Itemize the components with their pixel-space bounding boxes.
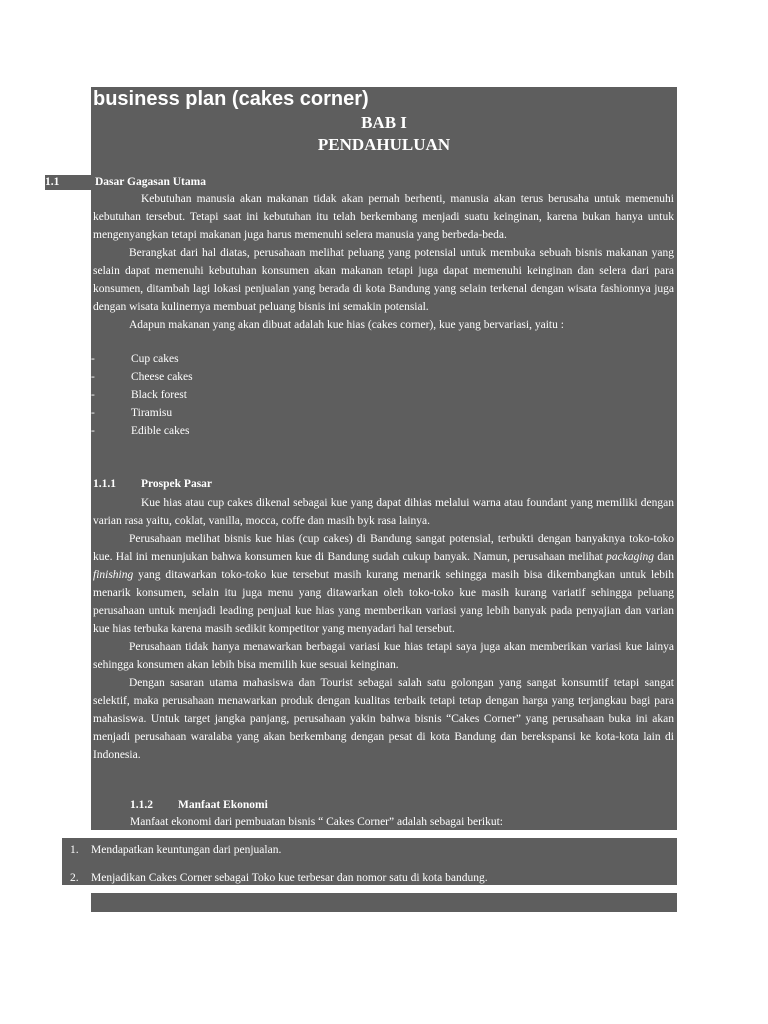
document-title: business plan (cakes corner)	[93, 88, 369, 110]
chapter-title: PENDAHULUAN	[317, 135, 451, 154]
section-title: Dasar Gagasan Utama	[95, 176, 206, 188]
list-item-label: Tiramisu	[131, 407, 173, 419]
subsection-title: Manfaat Ekonomi	[178, 799, 268, 811]
list-item	[91, 386, 193, 404]
list-marker: -	[91, 407, 95, 419]
footer-bar	[91, 893, 677, 912]
list-marker: -	[91, 389, 95, 401]
paragraph: Perusahaan melihat bisnis kue hias (cup cakes) di Bandung sangat potensial, terbukti dengan banyaknya toko-toko kue. Hal ini menunjukan bahwa konsumen kue di Bandung sudah cukup banyak. Namun, perusahaan melihat packaging dan finishing yang ditawarkan toko-toko kue tersebut masih kurang menarik sehingga masih bisa dikembangkan untuk lebih menarik konsumen, selain itu juga menu yang ditawarkan oleh toko-toko kue masih kurang variatif sehingga peluang perusahaan untuk menjadi leading penjual kue hias yang memberikan variasi yang lebih banyak pada penyajian dan varian kue hias terbuka karena masih sedikit kompetitor yang menyadari hal tersebut.	[93, 533, 674, 635]
numbered-item	[70, 843, 281, 858]
item-number: 2.	[70, 872, 79, 884]
paragraph: Kebutuhan manusia akan makanan tidak akan pernah berhenti, manusia akan terus berusaha untuk memenuhi kebutuhan tersebut. Tetapi saat ini kebutuhan itu telah berkembang menjadi suatu keinginan, karena bukan hanya untuk mengenyangkan tetapi makanan juga harus memenuhi selera manusia yang berbeda-beda.	[93, 193, 674, 241]
paragraph: Kue hias atau cup cakes dikenal sebagai kue yang dapat dihias melalui warna atau foundant yang memiliki dengan varian rasa yaitu, coklat, vanilla, mocca, coffe dan masih byk rasa lainya.	[93, 497, 674, 527]
subsection-heading-1-1-1	[93, 477, 212, 492]
paragraph: Berangkat dari hal diatas, perusahaan melihat peluang yang potensial untuk membuka sebuah bisnis makanan yang selain dapat memenuhi kebutuhan konsumen akan makanan tetapi juga dapat memenuhi keinginan dan selera dari para konsumen, ditambah lagi lokasi penjualan yang berada di kota Bandung yang selain terkenal dengan wisata fashionnya juga dengan wisata kulinernya membuat peluang bisnis ini semakin potensial.	[93, 247, 674, 313]
list-item	[91, 422, 193, 440]
list-item-label: Black forest	[131, 389, 187, 401]
section-1-1-body	[93, 190, 674, 334]
paragraph: Dengan sasaran utama mahasiswa dan Tourist sebagai salah satu golongan yang sangat konsumtif tetapi sangat selektif, maka perusahaan menawarkan produk dengan kualitas terbaik tetapi tetap dengan harga yang terjangkau bagi para mahasiswa. Untuk target jangka panjang, perusahaan yakin bahwa bisnis “Cakes Corner” yang perusahaan buka ini akan menjadi perusahaan waralaba yang akan berkembang dengan pesat di kota Bandung dan berekspansi ke kota-kota lain di Indonesia.	[93, 677, 674, 761]
subsection-number: 1.1.1	[93, 478, 116, 490]
list-marker: -	[91, 425, 95, 437]
section-1-1-1-body	[93, 494, 674, 764]
list-item-label: Cup cakes	[131, 353, 179, 365]
subsection-title: Prospek Pasar	[141, 478, 213, 490]
list-item-label: Edible cakes	[131, 425, 190, 437]
list-item	[91, 368, 193, 386]
item-number: 1.	[70, 844, 79, 856]
section-number: 1.1	[45, 176, 60, 188]
item-text: Menjadikan Cakes Corner sebagai Toko kue terbesar dan nomor satu di kota bandung.	[91, 872, 488, 884]
subsection-heading-1-1-2	[130, 798, 268, 813]
item-text: Mendapatkan keuntungan dari penjualan.	[91, 844, 282, 856]
paragraph: Perusahaan tidak hanya menawarkan berbagai variasi kue hias tetapi saya juga akan memberikan variasi kue lainya sehingga konsumen akan lebih bisa memilih kue sesuai keinginan.	[93, 641, 674, 671]
list-item-label: Cheese cakes	[131, 371, 193, 383]
manfaat-intro: Manfaat ekonomi dari pembuatan bisnis “ Cakes Corner” adalah sebagai berikut:	[130, 816, 503, 828]
list-marker: -	[91, 371, 95, 383]
list-item	[91, 404, 193, 422]
list-marker: -	[91, 353, 95, 365]
numbered-item	[70, 871, 488, 886]
paragraph: Adapun makanan yang akan dibuat adalah kue hias (cakes corner), kue yang bervariasi, yaitu :	[129, 319, 564, 331]
chapter-heading: BAB I	[361, 113, 407, 132]
list-item	[91, 350, 193, 368]
subsection-number: 1.1.2	[130, 799, 153, 811]
section-heading-1-1	[45, 175, 210, 190]
cake-list	[91, 350, 193, 440]
